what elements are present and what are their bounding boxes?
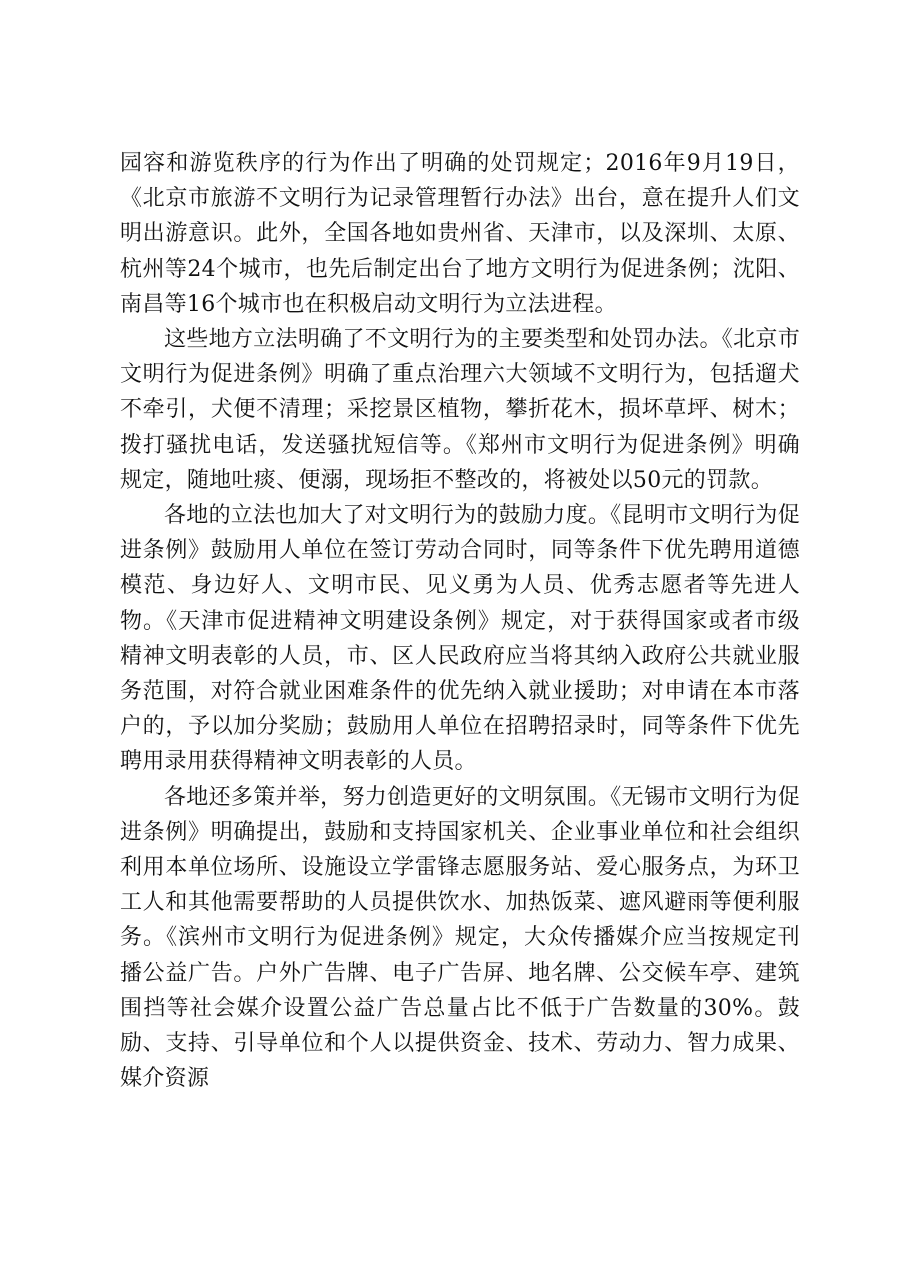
document-page bbox=[120, 146, 800, 1096]
paragraph-3: 各地的立法也加大了对文明行为的鼓励力度。《昆明市文明行为促进条例》鼓励用人单位在签订劳动合同时，同等条件下优先聘用道德模范、身边好人、文明市民、见义勇为人员、优秀志愿者等先进人物。《天津市促进精神文明建设条例》规定，对于获得国家或者市级精神文明表彰的人员，市、区人民政府应当将其纳入政府公共就业服务范围，对符合就业困难条件的优先纳入就业援助；对申请在本市落户的，予以加分奖励；鼓励用人单位在招聘招录时，同等条件下优先聘用录用获得精神文明表彰的人员。 bbox=[120, 503, 800, 775]
paragraph-4: 各地还多策并举，努力创造更好的文明氛围。《无锡市文明行为促进条例》明确提出，鼓励和支持国家机关、企业事业单位和社会组织利用本单位场所、设施设立学雷锋志愿服务站、爱心服务点，为环卫工人和其他需要帮助的人员提供饮水、加热饭菜、遮风避雨等便利服务。《滨州市文明行为促进条例》规定，大众传播媒介应当按规定刊播公益广告。户外广告牌、电子广告屏、地名牌、公交候车亭、建筑围挡等社会媒介设置公益广告总量占比不低于广告数量的30%。鼓励、支持、引导单位和个人以提供资金、技术、劳动力、智力成果、媒介资源 bbox=[120, 784, 800, 1092]
paragraph-2: 这些地方立法明确了不文明行为的主要类型和处罚办法。《北京市文明行为促进条例》明确了重点治理六大领域不文明行为，包括遛犬不牵引，犬便不清理；采挖景区植物，攀折花木，损坏草坪、树木；拨打骚扰电话，发送骚扰短信等。《郑州市文明行为促进条例》明确规定，随地吐痰、便溺，现场拒不整改的，将被处以50元的罚款。 bbox=[120, 327, 800, 493]
paragraph-1: 园容和游览秩序的行为作出了明确的处罚规定；2016年9月19日，《北京市旅游不文明行为记录管理暂行办法》出台，意在提升人们文明出游意识。此外，全国各地如贵州省、天津市，以及深圳、太原、杭州等24个城市，也先后制定出台了地方文明行为促进条例；沈阳、南昌等16个城市也在积极启动文明行为立法进程。 bbox=[120, 151, 800, 317]
